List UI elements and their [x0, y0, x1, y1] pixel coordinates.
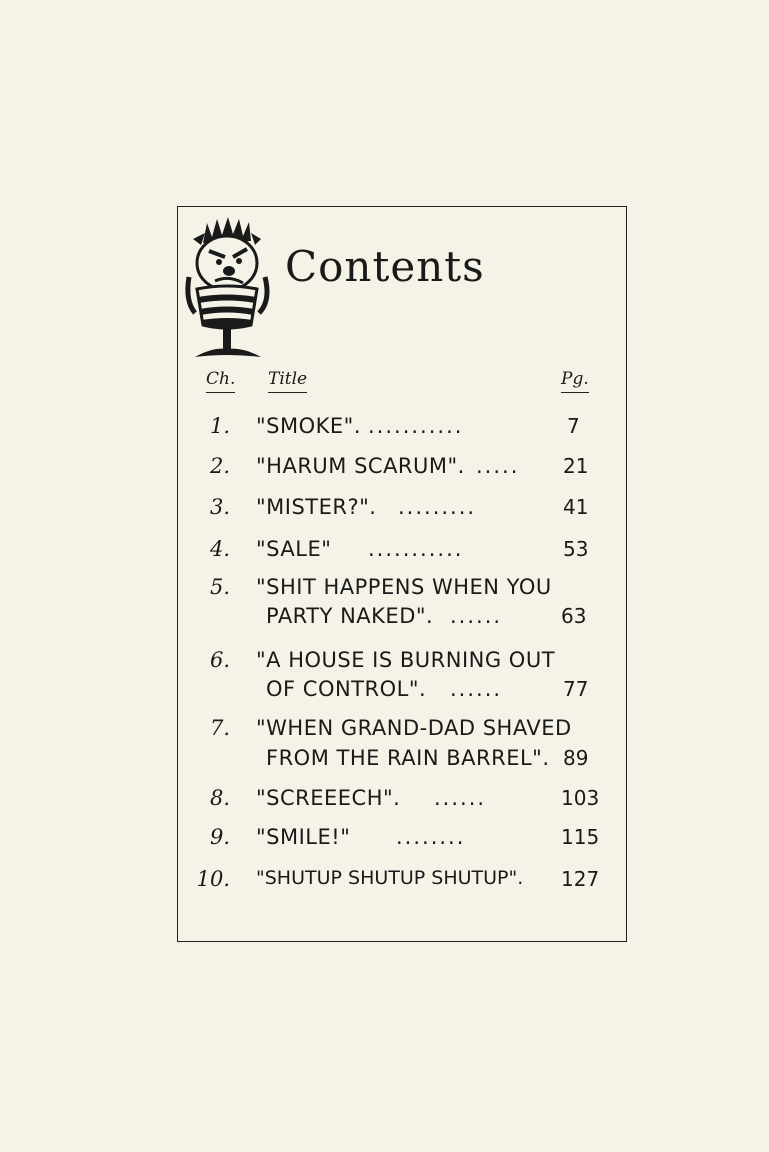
page-number: 77 — [563, 677, 589, 701]
chapter-number: 1. — [209, 414, 230, 438]
chapter-title: "SALE" — [256, 537, 332, 561]
title-header-label: Title — [268, 369, 307, 393]
chapter-title-line-1: "A HOUSE IS BURNING OUT — [256, 648, 556, 672]
page-number: 115 — [561, 825, 600, 849]
page-header-label: Pg. — [561, 369, 589, 393]
dot-leader: ...... — [434, 786, 487, 810]
chapter-number: 5. — [209, 575, 230, 599]
chapter-number: 10. — [196, 867, 230, 891]
title-column-header — [268, 371, 307, 388]
dot-leader: ........... — [368, 414, 464, 438]
chapter-title: "MISTER?". — [256, 495, 377, 519]
chapter-title: "SHUTUP SHUTUP SHUTUP". — [256, 867, 524, 889]
chapter-number: 3. — [209, 495, 230, 519]
mascot-illustration — [181, 213, 273, 361]
page-number: 7 — [567, 414, 580, 438]
chapter-number: 9. — [209, 825, 230, 849]
page-number: 41 — [563, 495, 589, 519]
chapter-title: "SCREEECH". — [256, 786, 401, 810]
chapter-title-line-1: "WHEN GRAND-DAD SHAVED — [256, 716, 572, 740]
page-number: 89 — [563, 746, 589, 770]
dot-leader: ......... — [398, 495, 477, 519]
page-number: 103 — [561, 786, 600, 810]
chapter-title: "SMOKE". — [256, 414, 362, 438]
chapter-title: "HARUM SCARUM". — [256, 454, 465, 478]
chapter-title-line-2: OF CONTROL". — [266, 677, 427, 701]
chapter-title-line-2: FROM THE RAIN BARREL". — [266, 746, 550, 770]
dot-leader: ...... — [450, 604, 503, 628]
chapter-header-label: Ch. — [206, 369, 235, 393]
chapter-number: 7. — [209, 716, 230, 740]
dot-leader: ........... — [368, 537, 464, 561]
page-column-header — [561, 371, 589, 388]
page-number: 63 — [561, 604, 587, 628]
chapter-title-line-2: PARTY NAKED". — [266, 604, 434, 628]
dot-leader: ...... — [450, 677, 503, 701]
chapter-number: 2. — [209, 454, 230, 478]
dot-leader: ........ — [396, 825, 466, 849]
page-number: 53 — [563, 537, 589, 561]
dot-leader: ..... — [476, 454, 520, 478]
page-number: 127 — [561, 867, 600, 891]
chapter-number: 6. — [209, 648, 230, 672]
chapter-number: 4. — [209, 537, 230, 561]
chapter-title-line-1: "SHIT HAPPENS WHEN YOU — [256, 575, 552, 599]
page-number: 21 — [563, 454, 589, 478]
chapter-column-header — [206, 371, 235, 388]
chapter-title: "SMILE!" — [256, 825, 351, 849]
chapter-number: 8. — [209, 786, 230, 810]
contents-heading: Contents — [285, 242, 485, 291]
